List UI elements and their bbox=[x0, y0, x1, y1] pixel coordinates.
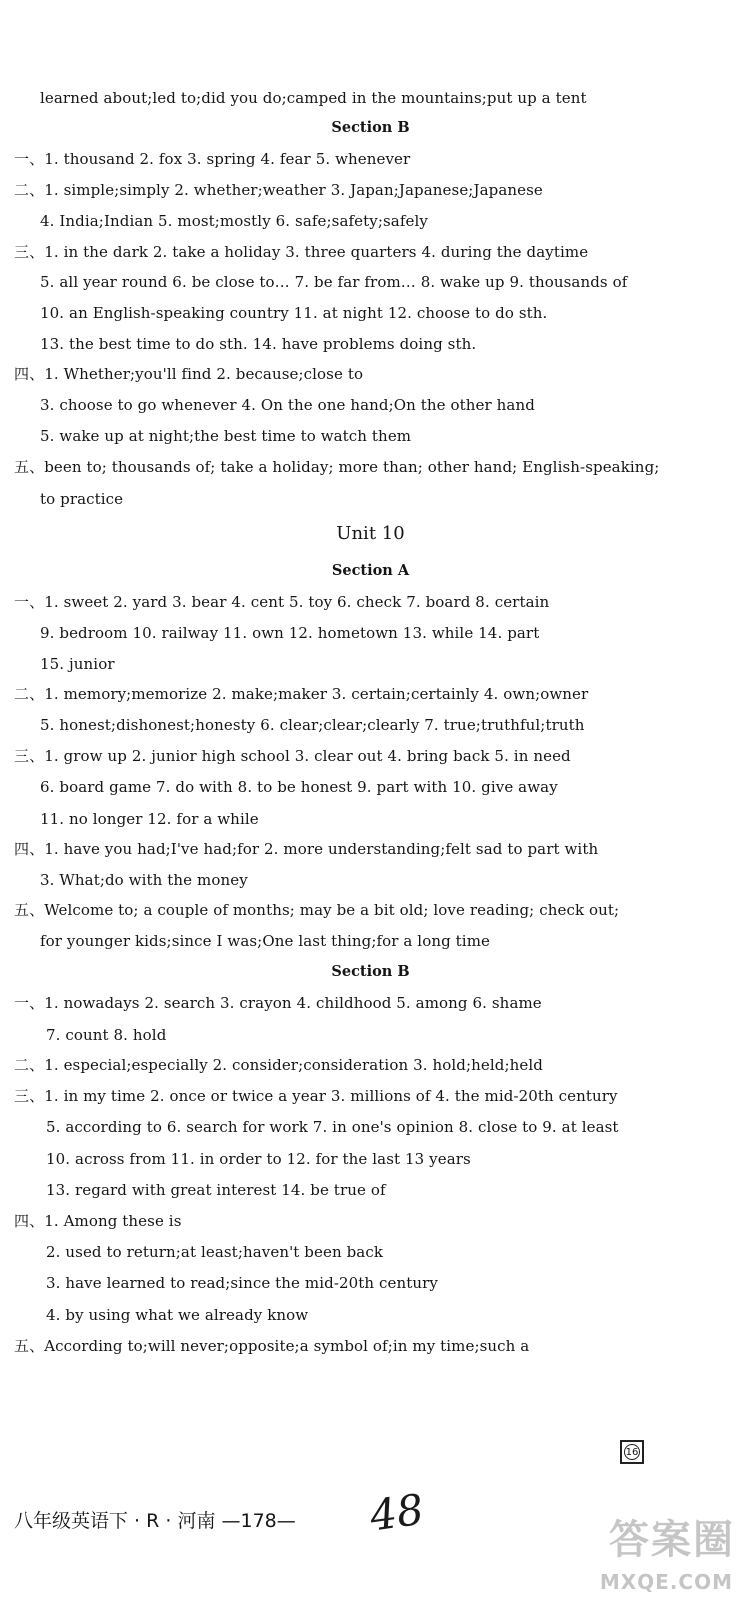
answer-line: 7. count 8. hold bbox=[46, 1026, 167, 1044]
section-b-heading: Section B bbox=[331, 963, 410, 980]
answer-line: for younger kids;since I was;One last thing;for a long time bbox=[40, 932, 490, 950]
answer-line: 五、According to;will never;opposite;a symbol of;in my time;such a bbox=[14, 1337, 530, 1355]
answer-line: 四、1. Whether;you'll find 2. because;close to bbox=[14, 365, 364, 383]
answer-line: 一、1. nowadays 2. search 3. crayon 4. childhood 5. among 6. shame bbox=[14, 994, 542, 1012]
answer-line: learned about;led to;did you do;camped in the mountains;put up a tent bbox=[40, 89, 587, 107]
answer-line: 一、1. thousand 2. fox 3. spring 4. fear 5. whenever bbox=[14, 150, 411, 168]
section-a-heading: Section A bbox=[331, 562, 410, 579]
answer-line: 13. the best time to do sth. 14. have problems doing sth. bbox=[40, 335, 477, 353]
answer-line: 3. have learned to read;since the mid-20th century bbox=[46, 1274, 439, 1292]
answer-line: 二、1. simple;simply 2. whether;weather 3. Japan;Japanese;Japanese bbox=[14, 181, 543, 199]
watermark-logo bbox=[585, 1508, 735, 1594]
answer-line: 3. What;do with the money bbox=[40, 871, 248, 889]
answer-line: to practice bbox=[40, 490, 124, 508]
answer-line: 四、1. have you had;I've had;for 2. more understanding;felt sad to part with bbox=[14, 840, 599, 858]
answer-line: 五、Welcome to; a couple of months; may be a bit old; love reading; check out; bbox=[14, 901, 620, 919]
answer-line: 5. according to 6. search for work 7. in one's opinion 8. close to 9. at least bbox=[46, 1118, 619, 1136]
answer-line: 一、1. sweet 2. yard 3. bear 4. cent 5. toy 6. check 7. board 8. certain bbox=[14, 593, 550, 611]
answer-line: 3. choose to go whenever 4. On the one hand;On the other hand bbox=[40, 396, 535, 414]
unit-title: Unit 10 bbox=[336, 523, 405, 544]
answer-line: 5. wake up at night;the best time to watch them bbox=[40, 427, 412, 445]
answer-line: 13. regard with great interest 14. be true of bbox=[46, 1181, 386, 1199]
answer-line: 5. all year round 6. be close to… 7. be far from… 8. wake up 9. thousands of bbox=[40, 273, 628, 291]
answer-line: 4. by using what we already know bbox=[46, 1306, 309, 1324]
handwritten-number: 48 bbox=[366, 1484, 427, 1541]
answer-line: 9. bedroom 10. railway 11. own 12. hometown 13. while 14. part bbox=[40, 624, 540, 642]
answer-line: 五、been to; thousands of; take a holiday; more than; other hand; English-speaking; bbox=[14, 458, 660, 476]
page-footer: 八年级英语下 · R · 河南 —178— bbox=[14, 1510, 296, 1532]
answer-line: 6. board game 7. do with 8. to be honest 9. part with 10. give away bbox=[40, 778, 558, 796]
answer-line: 2. used to return;at least;haven't been back bbox=[46, 1243, 384, 1261]
answer-line: 10. an English-speaking country 11. at night 12. choose to do sth. bbox=[40, 304, 548, 322]
page-number: 16 bbox=[624, 1444, 640, 1460]
answer-line: 三、1. grow up 2. junior high school 3. clear out 4. bring back 5. in need bbox=[14, 747, 571, 765]
page-number-badge bbox=[620, 1440, 644, 1464]
answer-line: 三、1. in my time 2. once or twice a year 3. millions of 4. the mid-20th century bbox=[14, 1087, 618, 1105]
answer-line: 4. India;Indian 5. most;mostly 6. safe;safety;safely bbox=[40, 212, 428, 230]
answer-line: 5. honest;dishonest;honesty 6. clear;clear;clearly 7. true;truthful;truth bbox=[40, 716, 585, 734]
answer-line: 二、1. especial;especially 2. consider;consideration 3. hold;held;held bbox=[14, 1056, 543, 1074]
answer-line: 二、1. memory;memorize 2. make;maker 3. certain;certainly 4. own;owner bbox=[14, 685, 589, 703]
answer-line: 四、1. Among these is bbox=[14, 1212, 182, 1230]
watermark-text: 答案圈 bbox=[609, 1517, 735, 1563]
watermark-url: MXQE.COM bbox=[599, 1570, 733, 1594]
answer-line: 11. no longer 12. for a while bbox=[40, 810, 259, 828]
answer-line: 三、1. in the dark 2. take a holiday 3. three quarters 4. during the daytime bbox=[14, 243, 589, 261]
answer-line: 15. junior bbox=[40, 655, 115, 673]
section-b-heading: Section B bbox=[331, 119, 410, 136]
answer-line: 10. across from 11. in order to 12. for the last 13 years bbox=[46, 1150, 471, 1168]
